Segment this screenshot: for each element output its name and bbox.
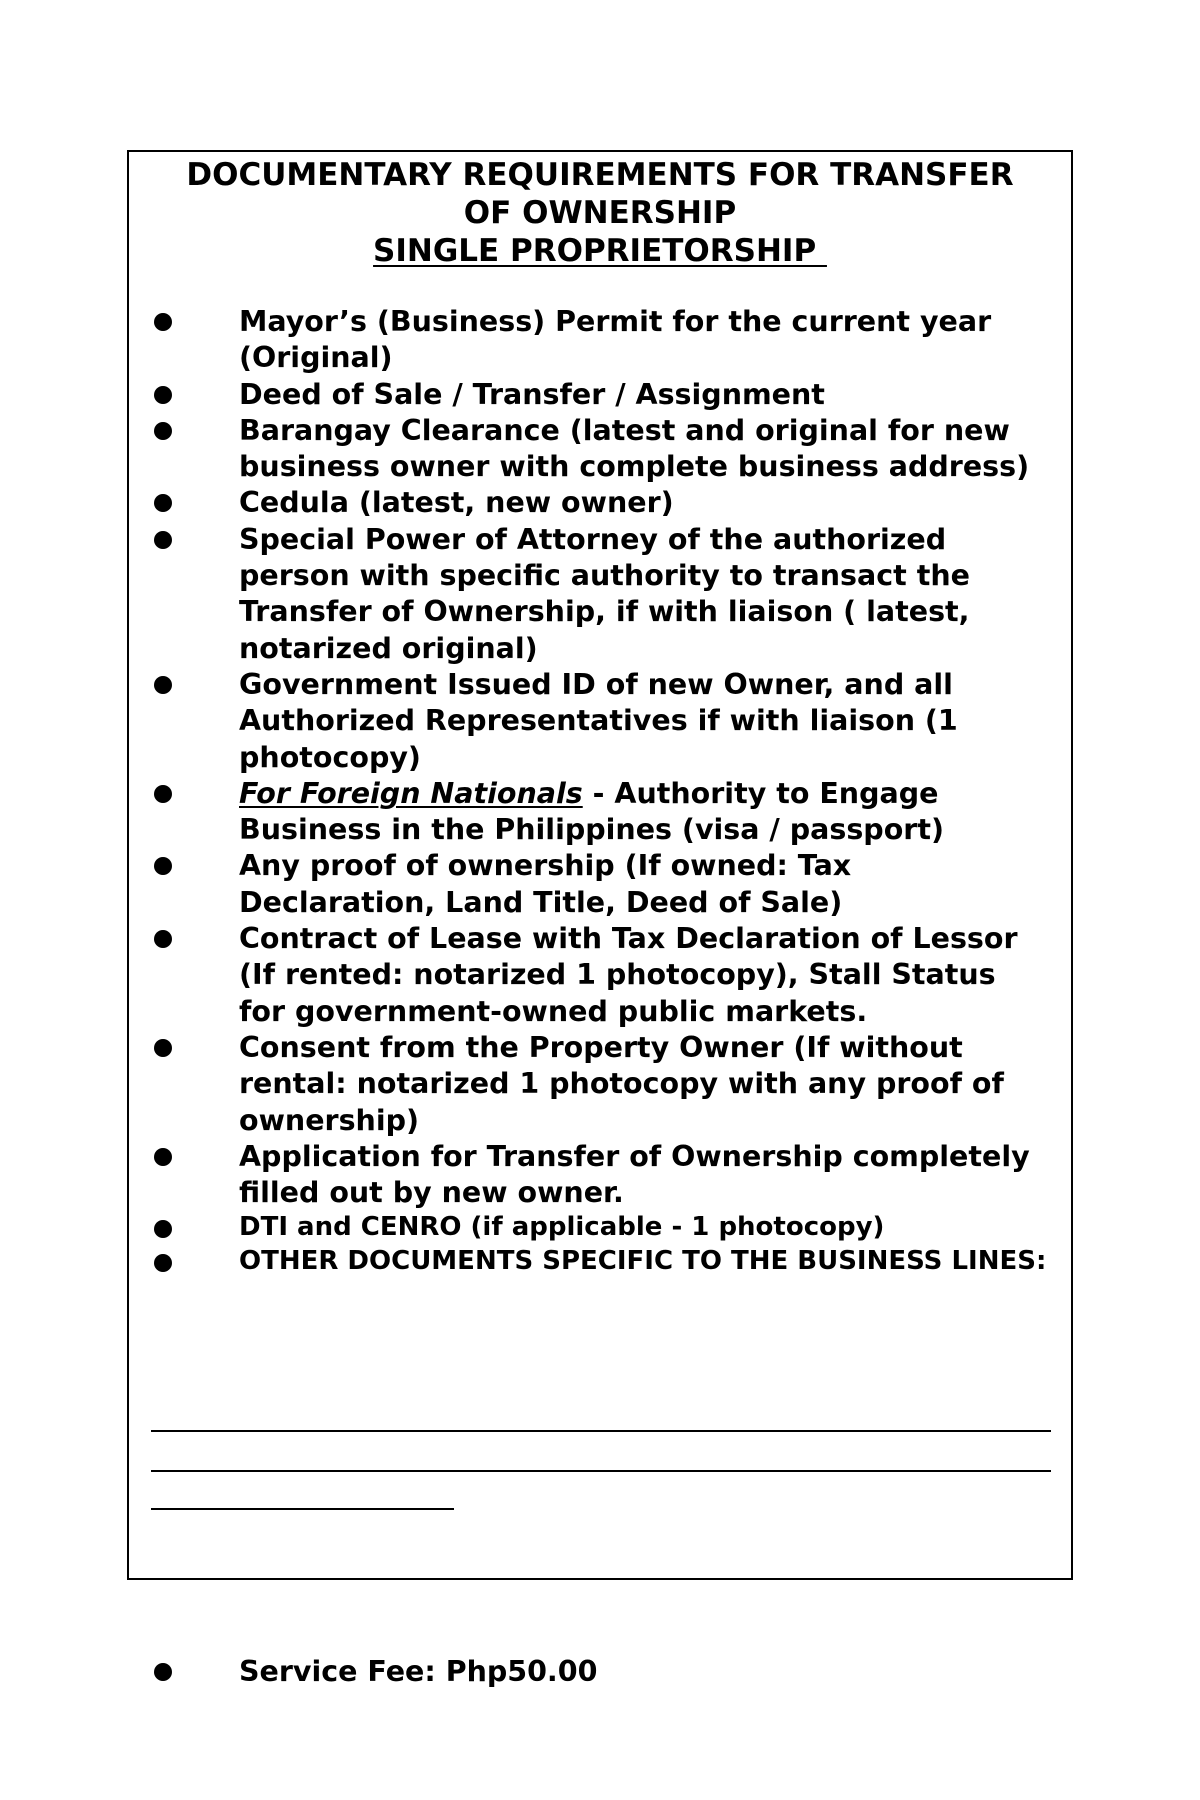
document-title: [129, 156, 1071, 270]
requirement-item: [129, 1211, 1071, 1245]
requirement-text: Any proof of ownership (If owned: Tax Declaration, Land Title, Deed of Sale): [239, 849, 852, 919]
requirement-item: [129, 776, 1071, 849]
bullet-icon: [154, 930, 172, 948]
requirement-text: Special Power of Attorney of the authorized person with specific authority to transact the Transfer of Ownership, if with liaison ( latest, notarized original): [239, 522, 970, 665]
requirement-text: Deed of Sale / Transfer / Assignment: [239, 377, 825, 411]
bullet-icon: [154, 386, 172, 404]
service-fee-item: [129, 1654, 1071, 1690]
bullet-icon: [154, 676, 172, 694]
bullet-icon: [154, 785, 172, 803]
blank-fill-line: [151, 1508, 454, 1510]
title-line-1: DOCUMENTARY REQUIREMENTS FOR TRANSFER: [186, 157, 1014, 193]
requirement-item: [129, 413, 1071, 486]
requirement-item: [129, 522, 1071, 667]
requirement-item: [129, 304, 1071, 377]
bullet-icon: [154, 1220, 172, 1238]
requirement-text: OTHER DOCUMENTS SPECIFIC TO THE BUSINESS LINES:: [239, 1245, 1047, 1276]
requirement-text: Contract of Lease with Tax Declaration of Lessor (If rented: notarized 1 photocopy), Stall Status for government-owned public markets.: [239, 922, 1018, 1028]
requirement-item: [129, 1139, 1071, 1212]
requirement-item: [129, 1030, 1071, 1139]
requirement-text: Government Issued ID of new Owner, and all Authorized Representatives if with liaison (1 photocopy): [239, 667, 958, 774]
requirement-item: [129, 1245, 1071, 1279]
bullet-icon: [154, 494, 172, 512]
requirement-text: - Authority to Engage Business in the Philippines (visa / passport): [239, 776, 944, 847]
bullet-icon: [154, 531, 172, 549]
requirement-text: Application for Transfer of Ownership completely filled out by new owner.: [239, 1139, 1030, 1210]
requirement-item: [129, 377, 1071, 413]
foreign-nationals-label: For Foreign Nationals: [239, 776, 583, 810]
bullet-icon: [154, 1039, 172, 1057]
bullet-icon: [154, 857, 172, 875]
requirement-text: Mayor’s (Business) Permit for the current year (Original): [239, 305, 992, 375]
requirement-item: [129, 848, 1071, 921]
requirement-text: Barangay Clearance (latest and original for new business owner with complete business address): [239, 413, 1030, 484]
bullet-icon: [154, 1254, 172, 1272]
bullet-icon: [154, 1663, 172, 1681]
requirement-text: DTI and CENRO (if applicable - 1 photocopy): [239, 1212, 885, 1243]
blank-fill-line: [151, 1470, 1051, 1472]
requirement-text: Consent from the Property Owner (If without rental: notarized 1 photocopy with any proof of ownership): [239, 1030, 1004, 1137]
title-line-2: OF OWNERSHIP: [463, 195, 737, 231]
bullet-icon: [154, 422, 172, 440]
bullet-icon: [154, 1148, 172, 1166]
requirement-item: [129, 485, 1071, 521]
requirement-item: [129, 921, 1071, 1030]
requirements-list: [129, 304, 1071, 1278]
service-fee-text: Service Fee: Php50.00: [239, 1655, 598, 1688]
title-line-3: SINGLE PROPRIETORSHIP: [373, 233, 827, 269]
requirement-text: Cedula (latest, new owner): [239, 486, 674, 520]
blank-fill-line: [151, 1430, 1051, 1432]
requirements-box: [127, 150, 1073, 1688]
bullet-icon: [154, 313, 172, 331]
requirement-item: [129, 667, 1071, 776]
